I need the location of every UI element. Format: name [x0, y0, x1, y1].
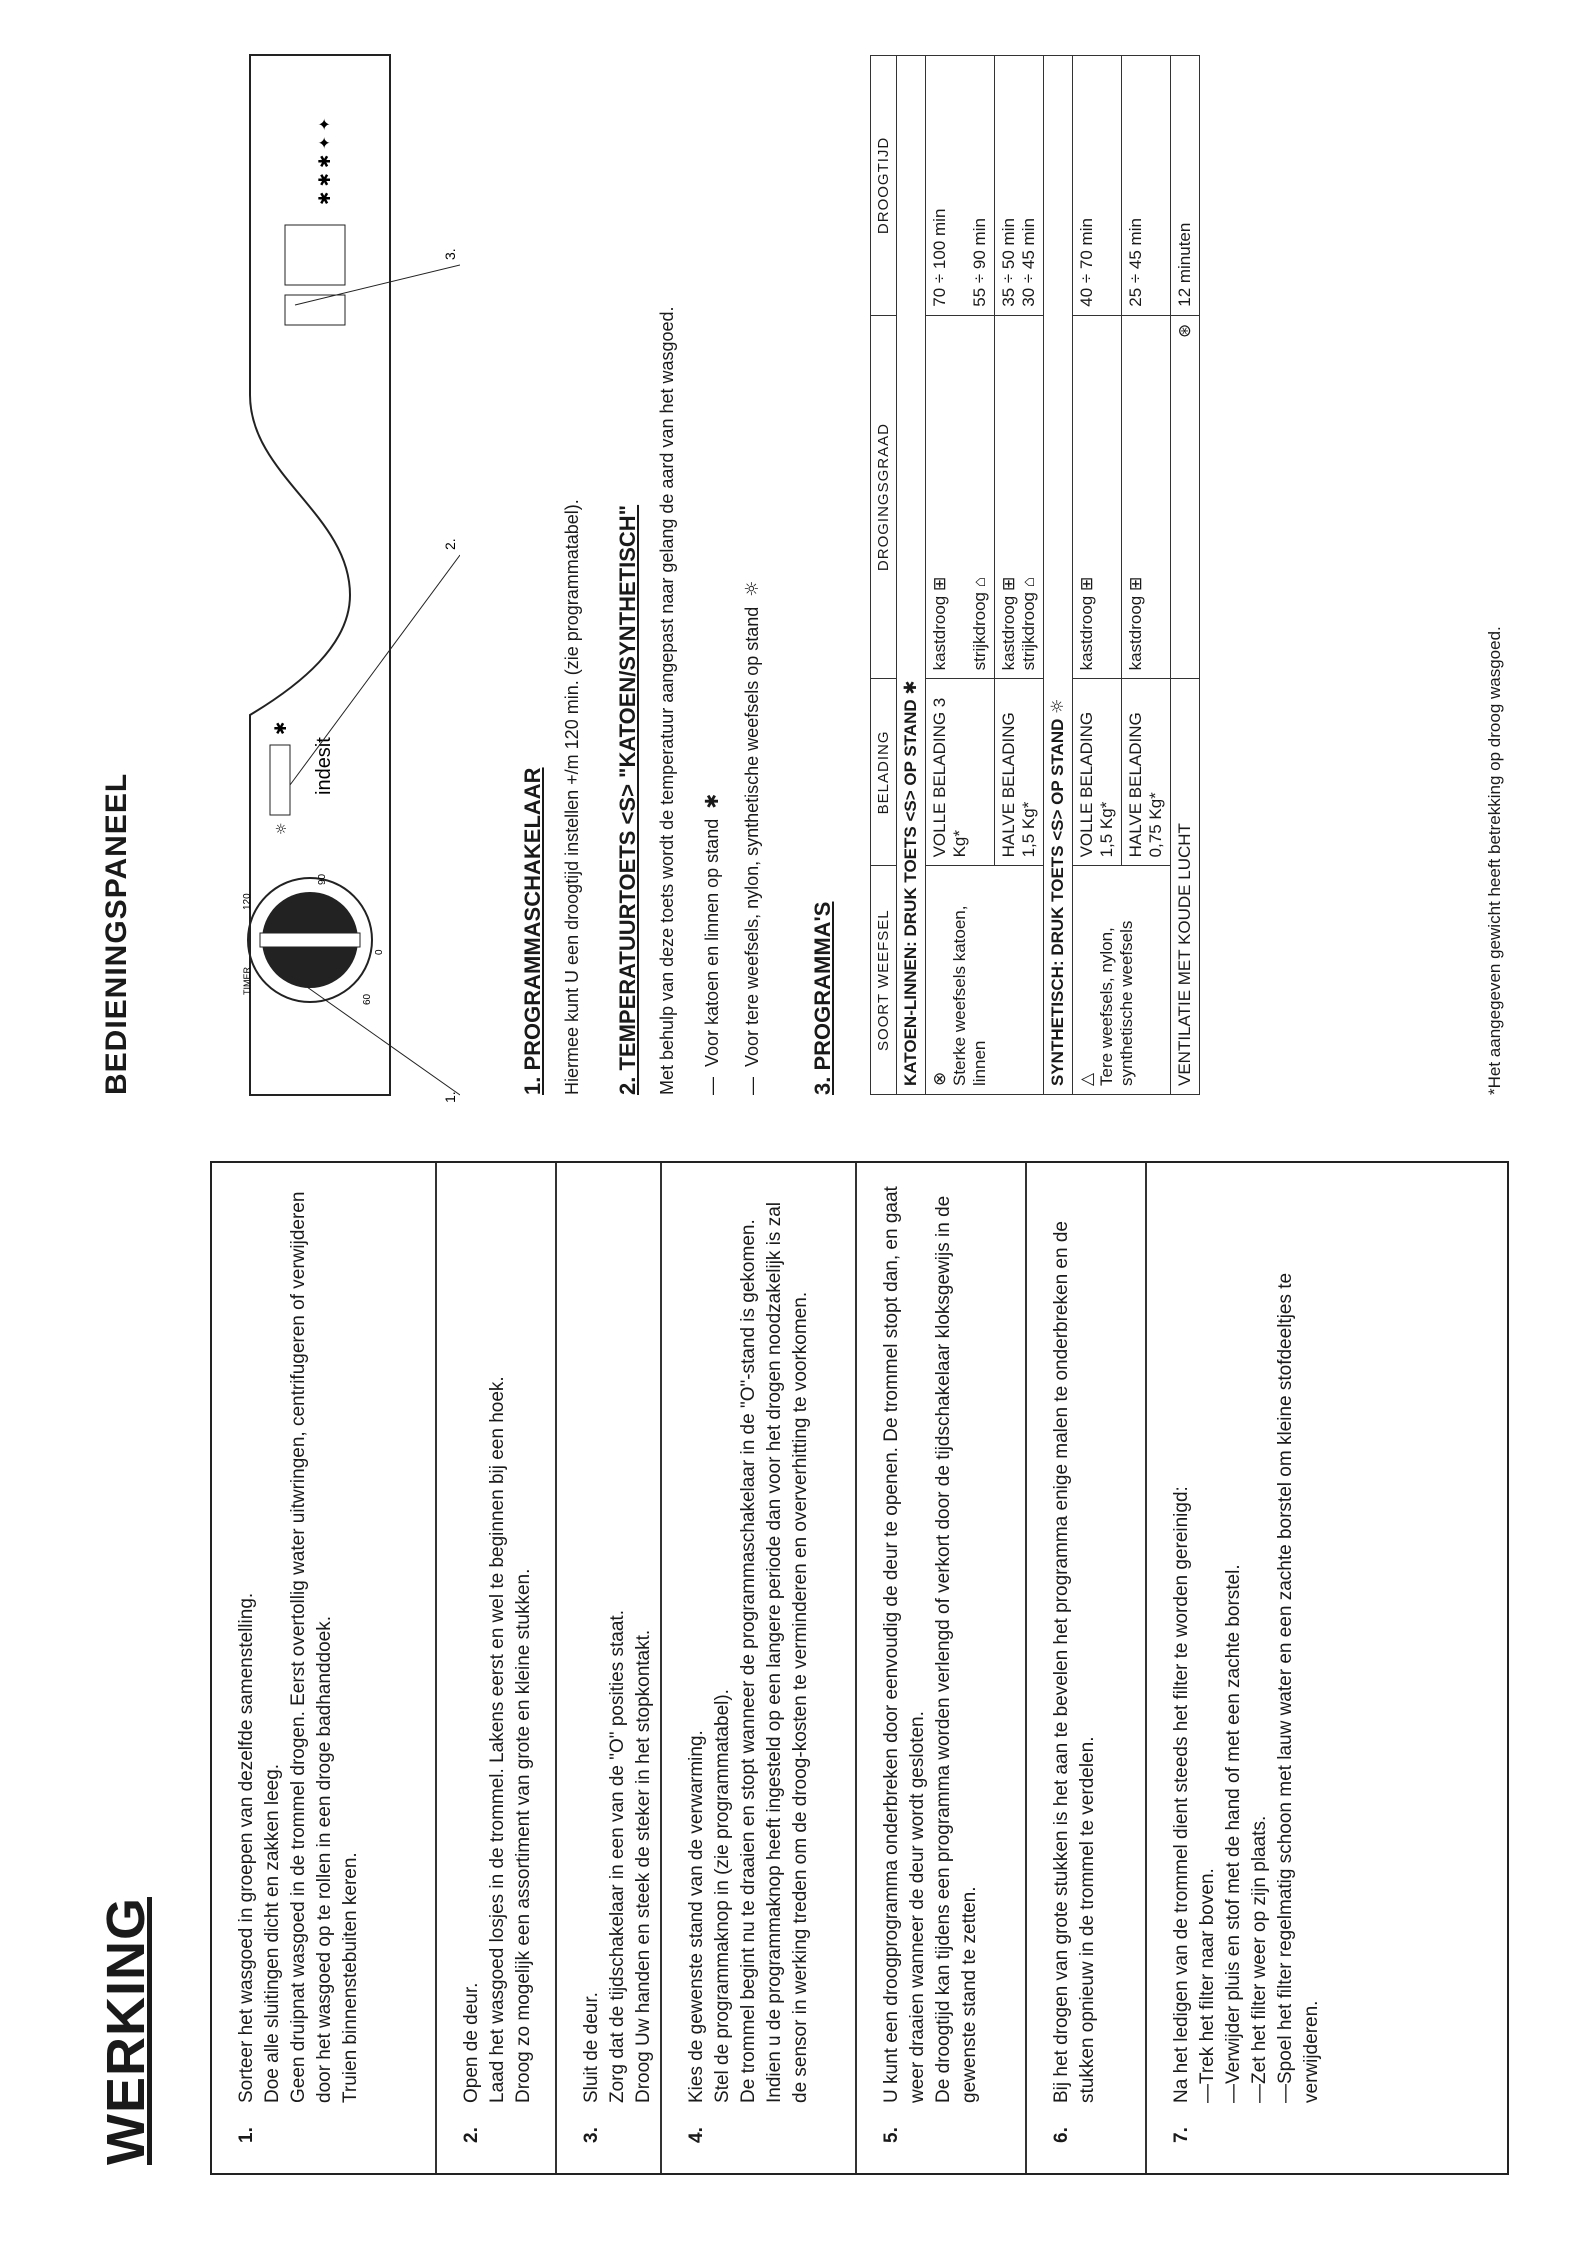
dial-label: 60: [362, 993, 373, 1005]
degree-cell: strijkdroog: [1019, 591, 1038, 671]
step-line: Laad het wasgoed losjes in de trommel. Lakens eerst en wel te beginnen bij een hoek.: [487, 1376, 508, 2103]
load-cell: HALVE BELADING 0,75 Kg*: [1122, 679, 1171, 866]
closet-icon: ⊞: [1077, 576, 1096, 591]
step-number: 3.: [581, 2127, 602, 2143]
step-2: [437, 1163, 557, 2173]
step-1: [212, 1163, 437, 2173]
section-2-bullet-2: — Voor tere weefsels, nylon, synthetische weefsels op stand ☼: [742, 580, 763, 1095]
footnote: *Het aangegeven gewicht heeft betrekking op droog wasgoed.: [1485, 626, 1504, 1095]
symbol-icons: ✱ ✱ ✱ ✦ ✦: [315, 117, 334, 205]
step-line: —Trek het filter naar boven.: [1197, 1868, 1218, 2103]
step-4: [662, 1163, 857, 2173]
dial-label: 0: [374, 949, 385, 955]
step-line: Kies de gewenste stand van de verwarming.: [686, 1730, 707, 2103]
triangle-icon: △: [1077, 1072, 1097, 1086]
degree-cell: kastdroog: [930, 595, 949, 671]
header-cell: BELADING: [871, 679, 897, 866]
step-5: [857, 1163, 1027, 2173]
time-cell: 25 ÷ 45 min: [1122, 56, 1171, 316]
closet-icon: ⊞: [930, 576, 949, 591]
asterisk-icon: ✱: [702, 793, 723, 809]
time-cell: 35 ÷ 50 min: [999, 218, 1018, 307]
header-cell: SOORT WEEFSEL: [871, 866, 897, 1095]
step-number: 7.: [1171, 2127, 1192, 2143]
control-panel-illustration: [100, 35, 460, 1115]
brand-logo: indesit: [313, 737, 335, 795]
degree-cell: kastdroog: [1126, 595, 1145, 671]
program-table: [870, 55, 1200, 1095]
step-line: Truien binnenstebuiten keren.: [340, 1852, 361, 2103]
step-7: [1147, 1163, 1507, 2173]
sun-icon: ☼: [274, 822, 290, 835]
step-line: Sorteer het wasgoed in groepen van dezelfde samenstelling.: [236, 1592, 257, 2103]
step-line: Geen druipnat wasgoed in de trommel drogen. Eerst overtollig water uitwringen, centrifugeren of verwijderen door het wasgoed op te rollen in een droge badhanddoek.: [288, 1191, 335, 2103]
degree-cell: kastdroog: [1077, 595, 1096, 671]
werking-steps-box: [210, 1161, 1509, 2175]
dial-label: TIMER: [242, 967, 252, 995]
band-label: SYNTHETISCH: DRUK TOETS <S> OP STAND: [1048, 718, 1067, 1086]
time-cell: 70 ÷ 100 min: [930, 208, 949, 307]
section-1-title: 1. PROGRAMMASCHAKELAAR: [520, 767, 545, 1095]
step-line: Bij het drogen van grote stukken is het aan te bevelen het programma enige malen te onderbreken en de stukken opnieuw in de trommel te verdelen.: [1051, 1221, 1098, 2103]
dial-label: 90: [317, 873, 328, 885]
step-number: 4.: [686, 2127, 707, 2143]
time-cell: 40 ÷ 70 min: [1073, 56, 1122, 316]
timer-dial-icon: [242, 873, 385, 1005]
table-row: [926, 56, 995, 1095]
step-line: Na het ledigen van de trommel dient steeds het filter te worden gereinigd:: [1171, 1486, 1192, 2103]
step-line: De droogtijd kan tijdens een programma worden verlengd of verkort door de tijdschakelaar kloksgewijs in de gewenste stand te zetten.: [933, 1195, 980, 2103]
asterisk-icon: ✱: [901, 680, 921, 695]
drum-icon: ⊗: [930, 1071, 950, 1086]
step-line: Doe alle sluitingen dicht en zakken leeg.: [262, 1763, 283, 2103]
section-3-title: 3. PROGRAMMA'S: [810, 901, 835, 1095]
fabric-cell: Sterke weefsels katoen, linnen: [950, 905, 989, 1086]
callout-3: 3.: [442, 248, 458, 260]
step-number: 2.: [461, 2127, 482, 2143]
band-label: KATOEN-LINNEN: DRUK TOETS <S> OP STAND: [901, 699, 920, 1086]
load-cell: VOLLE BELADING 1,5 Kg*: [1073, 679, 1122, 866]
step-line: Stel de programmaknop in (zie programmatabel).: [712, 1689, 733, 2103]
bedieningspaneel-section: [40, 35, 1550, 1115]
iron-icon: ⌂: [1019, 576, 1038, 588]
vent-label: VENTILATIE MET KOUDE LUCHT: [1171, 679, 1200, 1095]
header-cell: DROOGTIJD: [871, 56, 897, 316]
step-line: —Zet het filter weer op zijn plaats.: [1249, 1815, 1270, 2103]
step-line: Sluit de deur.: [581, 1992, 602, 2103]
step-number: 1.: [236, 2127, 257, 2143]
section-2-title: 2. TEMPERATUURTOETS <S> "KATOEN/SYNTHETISCH": [615, 504, 640, 1095]
section-2-text: Met behulp van deze toets wordt de temperatuur aangepast naar gelang de aard van het wasgoed.: [657, 306, 677, 1095]
closet-icon: ⊞: [1126, 576, 1145, 591]
step-line: —Spoel het filter regelmatig schoon met lauw water en een zachte borstel om kleine stofdeeltjes te verwijderen.: [1275, 1272, 1322, 2103]
werking-title: WERKING: [96, 1897, 156, 2165]
band-row: [1044, 56, 1073, 1095]
band-row: [897, 56, 926, 1095]
step-number: 5.: [881, 2127, 902, 2143]
step-3: [557, 1163, 662, 2173]
sun-icon: ☼: [742, 580, 763, 597]
step-line: Open de deur.: [461, 1982, 482, 2103]
time-cell: 55 ÷ 90 min: [970, 218, 989, 307]
panel-program-legend: [285, 118, 345, 325]
degree-cell: strijkdroog: [970, 591, 989, 671]
iron-icon: ⌂: [970, 576, 989, 588]
temperature-button: [270, 722, 290, 835]
load-cell: HALVE BELADING 1,5 Kg*: [995, 679, 1044, 866]
section-1-text: Hiermee kunt U een droogtijd instellen +/m 120 min. (zie programmatabel).: [562, 499, 582, 1095]
panel-title: BEDIENINGSPANEEL: [100, 772, 133, 1095]
dial-label: 120: [242, 893, 253, 910]
table-header-row: [871, 56, 897, 1095]
step-line: De trommel begint nu te draaien en stopt wanneer de programmaschakelaar in de "O"-stand is gekomen.: [738, 1219, 759, 2103]
step-number: 6.: [1051, 2127, 1072, 2143]
load-cell: VOLLE BELADING 3 Kg*: [926, 679, 995, 866]
vent-time: 12 minuten: [1171, 56, 1200, 316]
degree-cell: kastdroog: [999, 595, 1018, 671]
section-2-bullet-1: — Voor katoen en linnen op stand ✱: [702, 793, 723, 1095]
step-line: U kunt een droogprogramma onderbreken door eenvoudig de deur te openen. De trommel stopt dan, en gaat weer draaien wanneer de deur wordt gesloten.: [881, 1186, 928, 2103]
step-line: Zorg dat de tijdschakelaar in een van de "O" posities staat.: [607, 1610, 628, 2103]
callout-2: 2.: [442, 538, 458, 550]
step-6: [1027, 1163, 1147, 2173]
asterisk-icon: ✱: [271, 721, 290, 735]
step-line: Droog zo mogelijk een assortiment van grote en kleine stukken.: [513, 1568, 534, 2103]
table-row: [1073, 56, 1122, 1095]
step-line: Indien u de programmaknop heeft ingesteld op een langere periode dan voor het drogen noodzakelijk is zal de sensor in werking treden om de droog-kosten te verminderen en oververhitting te voorkomen.: [764, 1202, 811, 2103]
sun-icon: ☼: [1048, 698, 1068, 714]
header-cell: DROGINGSGRAAD: [871, 315, 897, 679]
time-cell: 30 ÷ 45 min: [1019, 218, 1038, 307]
table-row: [1171, 56, 1200, 1095]
fabric-cell: Tere weefsels, nylon, synthetische weefsels: [1097, 920, 1136, 1086]
step-line: Droog Uw handen en steek de steker in het stopkontakt.: [633, 1629, 654, 2103]
fan-icon: ⊛: [1175, 323, 1195, 339]
closet-icon: ⊞: [999, 576, 1018, 591]
werking-section: [55, 1155, 1535, 2215]
step-line: —Verwijder pluis en stof met de hand of met een zachte borstel.: [1223, 1564, 1244, 2103]
callout-1: 1.: [442, 1091, 458, 1103]
